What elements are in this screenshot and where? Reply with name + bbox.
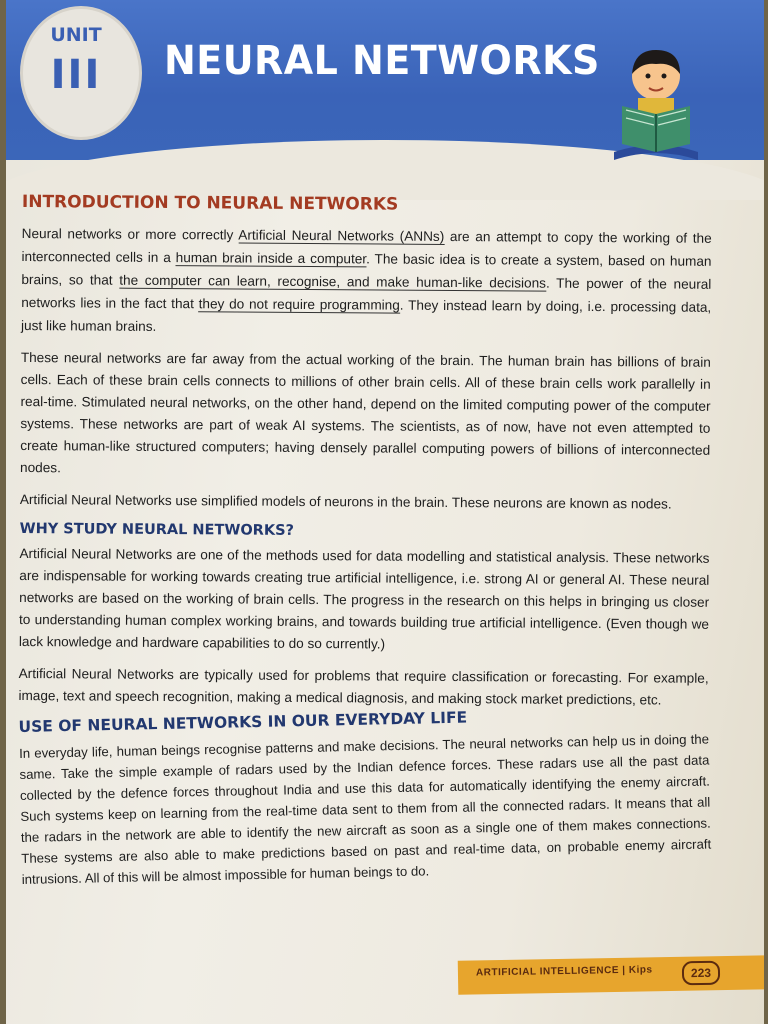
intro-paragraph-1 bbox=[21, 222, 712, 342]
intro-paragraph-2: These neural networks are far away from the actual working of the brain. The human brain has billions of brain cells. Each of these brain cells connects to millions of other brain cells. All of these brain cells work parallelly in real-time. Stimulated neural networks, on the other hand, depend on the limited computing power of the computer systems. These networks are part of weak AI systems. The scientists, as of now, have not even attempted to create human-like structured computers; having densely parallel computing powers of billions of interconnected nodes. bbox=[20, 349, 711, 476]
unit-label: UNIT bbox=[50, 24, 102, 46]
textbook-page bbox=[6, 0, 764, 1024]
intro-text: are an attempt to copy the working of the interconnected cells in a bbox=[21, 228, 712, 266]
intro-text: Neural networks or more correctly bbox=[21, 225, 239, 243]
everyday-life-section bbox=[18, 703, 711, 890]
page-title: NEURAL NETWORKS bbox=[164, 38, 600, 84]
footer-book-title: ARTIFICIAL INTELLIGENCE | Kips bbox=[475, 964, 653, 979]
page-number: 223 bbox=[682, 961, 720, 986]
page-content bbox=[17, 192, 712, 904]
reading-boy-icon bbox=[606, 40, 706, 165]
underlined-phrase: they do not require programming bbox=[198, 296, 400, 313]
underlined-phrase: the computer can learn, recognise, and make human-like decisions bbox=[119, 272, 547, 291]
section-heading-introduction: INTRODUCTION TO NEURAL NETWORKS bbox=[21, 192, 399, 215]
intro-text: . The power of the neural networks lies in the fact that bbox=[21, 275, 712, 312]
underlined-phrase: human brain inside a computer bbox=[175, 250, 367, 267]
section-heading-everyday-use: USE OF NEURAL NETWORKS IN OUR EVERYDAY LIFE bbox=[18, 708, 468, 736]
use-paragraph-1: In everyday life, human beings recognise patterns and make decisions. The neural networks can help us in doing the same. Take the simple example of radars used by the Indian defence forces. These radars use all the past data collected by the defence forces throughout India and use this data for automatically identifying the enemy aircraft. Such systems keep on learning from the real-time data sent to them from all the connected radars. It means that all the radars in the network are able to identify the new aircraft as soon as a single one of them makes connections. These systems are also able to make predictions based on past and real-time data, on probable enemy aircraft intrusions. All of this will be almost impossible for human beings to do. bbox=[18, 731, 712, 887]
underlined-phrase: Artificial Neural Networks (ANNs) bbox=[238, 227, 445, 244]
why-paragraph-2: Artificial Neural Networks are typically used for problems that require classification or forecasting. For example, image, text and speech recognition, making a medical diagnosis, and making stock market predictions, etc. bbox=[18, 665, 709, 708]
why-paragraph-1: Artificial Neural Networks are one of the methods used for data modelling and statistical analysis. These networks are indispensable for working towards creating true artificial intelligence, i.e. strong AI or general AI. These neural networks are based on the working of brain cells. The progress in the research on this helps in bringing us closer to understanding human complex working brains, and towards building true artificial intelligence. (Even though we lack knowledge and hardware capabilities to do so currently.) bbox=[18, 545, 710, 652]
intro-text: . The basic idea is to create a system, based on human brains, so that bbox=[21, 251, 712, 288]
section-heading-why-study: WHY STUDY NEURAL NETWORKS? bbox=[19, 520, 295, 539]
intro-paragraph-3: Artificial Neural Networks use simplified models of neurons in the brain. These neurons are known as nodes. bbox=[19, 491, 672, 512]
intro-text: . They instead learn by doing, i.e. processing data, just like human brains. bbox=[21, 297, 712, 334]
unit-number: III bbox=[50, 52, 102, 98]
